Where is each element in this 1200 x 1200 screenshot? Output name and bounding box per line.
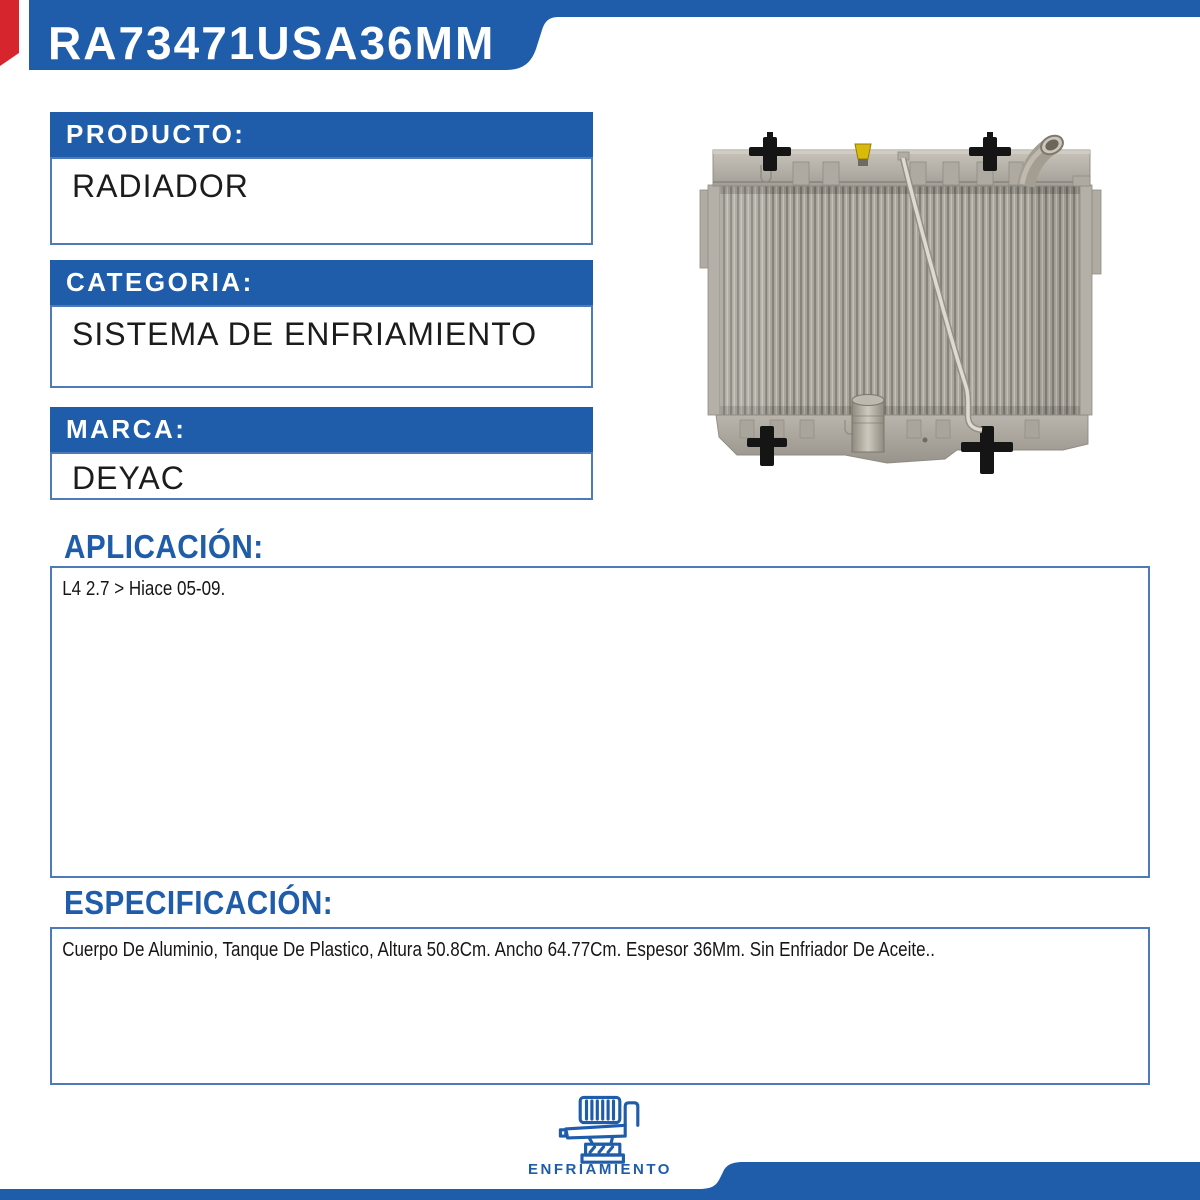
section-box-especificacion xyxy=(50,927,1150,1085)
field-box-producto xyxy=(50,157,593,245)
field-label-categoria: CATEGORIA: xyxy=(50,260,593,305)
especificacion-text: Cuerpo De Aluminio, Tanque De Plastico, Altura 50.8Cm. Ancho 64.77Cm. Espesor 36Mm. Sin Enfriador De Aceite.. xyxy=(62,939,936,961)
aplicacion-text: L4 2.7 > Hiace 05-09. xyxy=(62,578,226,600)
red-accent-ribbon xyxy=(0,0,19,66)
field-box-marca xyxy=(50,452,593,500)
field-value-marca: DEYAC xyxy=(72,460,185,496)
part-number: RA73471USA36MM xyxy=(48,17,496,69)
category-label: ENFRIAMIENTO xyxy=(528,1161,672,1178)
section-heading-aplicacion: APLICACIÓN: xyxy=(64,528,264,565)
radiator-cooling-icon xyxy=(554,1092,646,1164)
field-box-categoria xyxy=(50,305,593,388)
field-value-producto: RADIADOR xyxy=(72,168,249,204)
field-value-categoria: SISTEMA DE ENFRIAMIENTO xyxy=(72,316,538,352)
field-label-producto: PRODUCTO: xyxy=(50,112,593,157)
section-heading-especificacion: ESPECIFICACIÓN: xyxy=(64,884,334,921)
radiator-product-photo xyxy=(695,128,1107,484)
field-label-marca: MARCA: xyxy=(50,407,593,452)
section-box-aplicacion xyxy=(50,566,1150,878)
